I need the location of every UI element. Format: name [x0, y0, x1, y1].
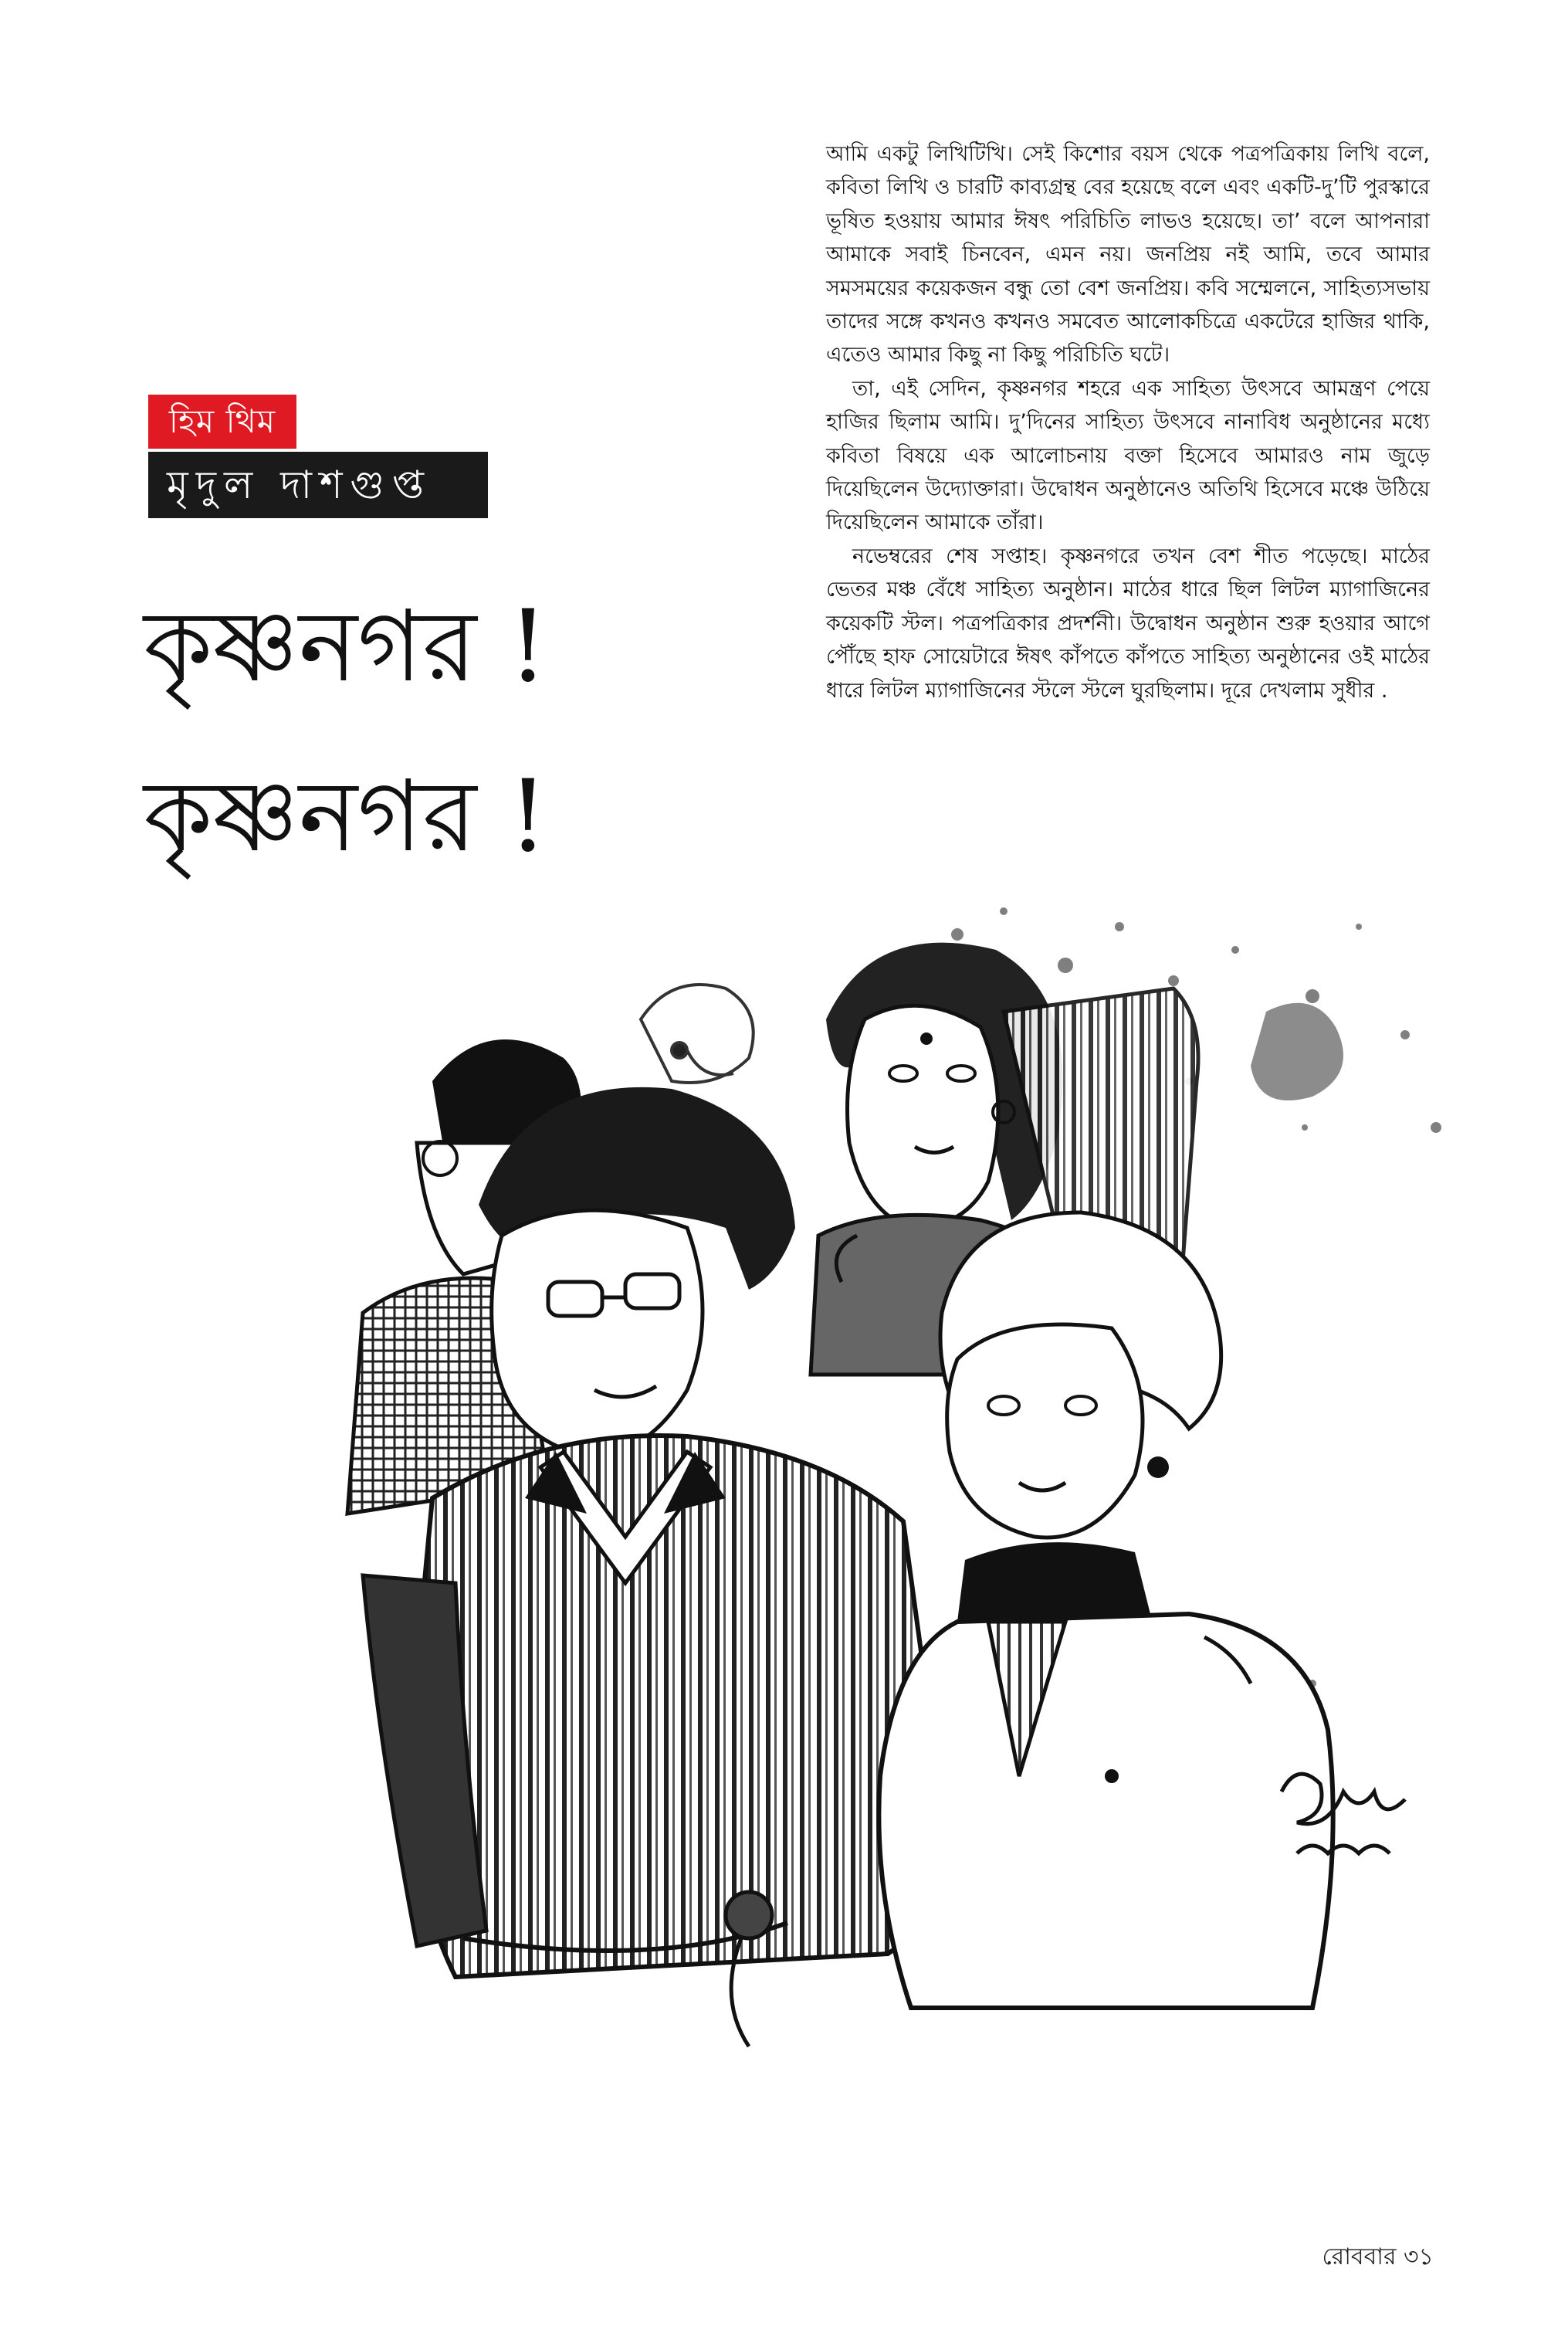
ink-illustration: [0, 880, 1568, 2224]
paragraph-3: নভেম্বরের শেষ সপ্তাহ। কৃষ্ণনগরে তখন বেশ শীত পড়েছে। মাঠের ভেতর মঞ্চ বেঁধে সাহিত্য অনুষ্ঠান। মাঠের ধারে ছিল লিটল ম্যাগাজিনের কয়েকটি স্টল। পত্রপত্রিকার প্রদর্শনী। উদ্বোধন অনুষ্ঠান শুরু হওয়ার আগে পৌঁছে হাফ সোয়েটারে ঈষৎ কাঁপতে কাঁপতে সাহিত্য অনুষ্ঠানের ওই মাঠের ধারে লিটল ম্যাগাজিনের স্টলে স্টলে ঘুরছিলাম। দূরে দেখলাম সুধীর .: [826, 544, 1430, 703]
background-sketch-figure: [641, 985, 754, 1083]
paragraph-2: তা, এই সেদিন, কৃষ্ণনগর শহরে এক সাহিত্য উৎসবে আমন্ত্রণ পেয়ে হাজির ছিলাম আমি। দু’দিনের সাহিত্য উৎসবে নানাবিধ অনুষ্ঠানের মধ্যে কবিতা বিষয়ে এক আলোচনায় বক্তা হিসেবে আমারও নাম জুড়ে দিয়েছিলেন উদ্যোক্তারা। উদ্বোধন অনুষ্ঠানেও অতিথি হিসেবে মঞ্চে উঠিয়ে দিয়েছিলেন আমাকে তাঁরা।: [826, 376, 1430, 535]
article-body: [826, 137, 1430, 707]
paragraph-1: আমি একটু লিখিটিখি। সেই কিশোর বয়স থেকে পত্রপত্রিকায় লিখি বলে, কবিতা লিখি ও চারটি কাব্যগ্রন্থ বের হয়েছে বলে এবং একটি-দু’টি পুরস্কারে ভূষিত হওয়ায় আমার ঈষৎ পরিচিতি লাভও হয়েছে। তা’ বলে আপনারা আমাকে সবাই চিনবেন, এমন নয়। জনপ্রিয় নই আমি, তবে আমার সমসময়ের কয়েকজন বন্ধু তো বেশ জনপ্রিয়। কবি সম্মেলনে, সাহিত্যসভায় তাদের সঙ্গে কখনও কখনও সমবেত আলোকচিত্রে একটেরে হাজির থাকি, এতেও আমার কিছু না কিছু পরিচিতি ঘটে।: [826, 142, 1430, 368]
column-tag: হিম থিম: [148, 395, 296, 449]
page-footer: রোববার ৩১: [1322, 2243, 1434, 2270]
author-name: মৃদুল দাশগুপ্ত: [148, 452, 488, 518]
curly-haired-woman: [879, 1212, 1333, 2008]
headline-line-1: কৃষ্ণনগর !: [144, 589, 548, 704]
headline: [144, 562, 638, 902]
headline-line-2: কৃষ্ণনগর !: [144, 759, 548, 874]
